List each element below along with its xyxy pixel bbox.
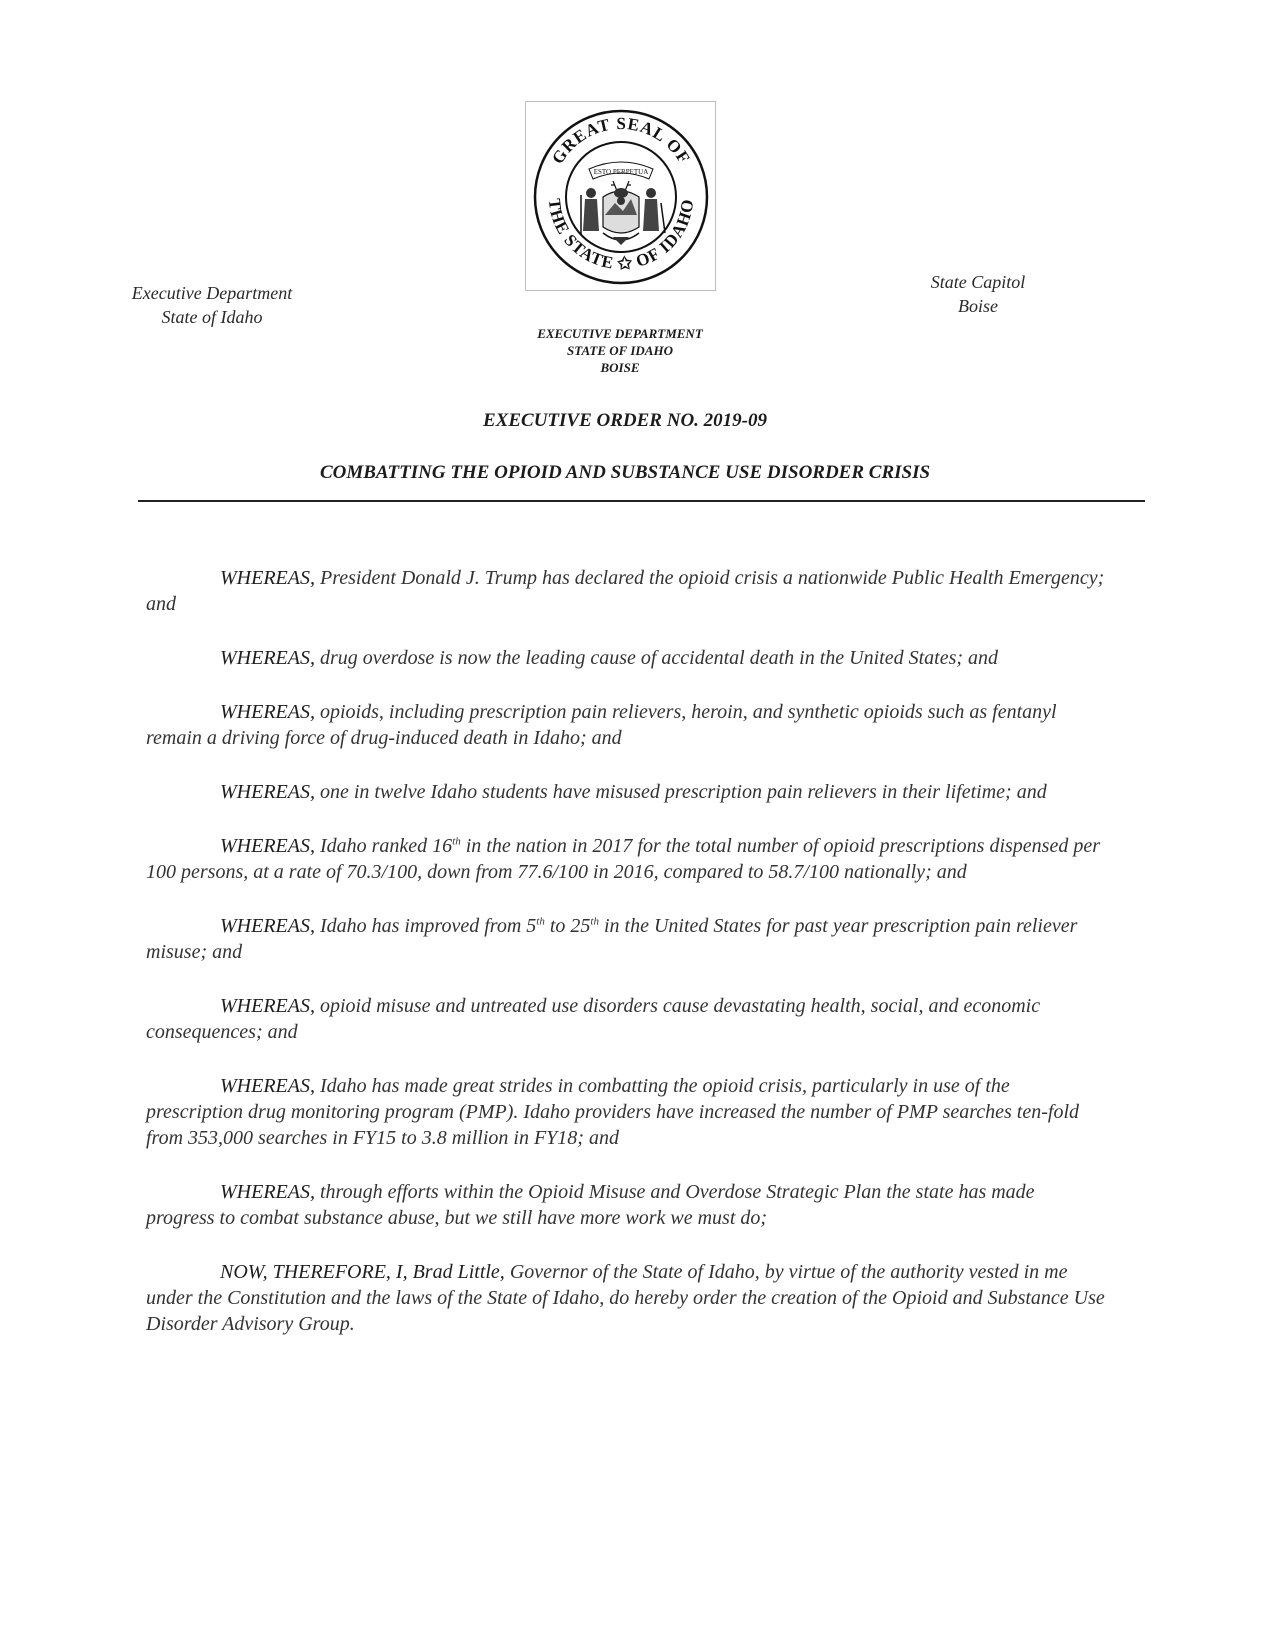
paragraph-lead: WHEREAS, bbox=[220, 1075, 315, 1097]
whereas-paragraph-7 bbox=[146, 993, 1106, 1045]
paragraph-text-a: Idaho has improved from 5 bbox=[314, 915, 537, 937]
paragraph-lead: WHEREAS, bbox=[220, 701, 315, 723]
left-letterhead-line1: Executive Department bbox=[131, 283, 293, 303]
whereas-paragraph-4 bbox=[146, 779, 1106, 805]
whereas-paragraph-5 bbox=[146, 833, 1106, 885]
paragraph-lead: WHEREAS, bbox=[220, 995, 315, 1017]
executive-order-title: COMBATTING THE OPIOID AND SUBSTANCE USE DISORDER CRISIS bbox=[319, 462, 931, 483]
paragraph-text-b: to 25 bbox=[544, 915, 591, 937]
paragraph-text: through efforts within the Opioid Misuse and Overdose Strategic Plan the state has made progress to combat substance abuse, but we still have more work we must do; bbox=[146, 1181, 1035, 1229]
ordinal-suffix: th bbox=[536, 915, 545, 928]
paragraph-text: one in twelve Idaho students have misused prescription pain relievers in their lifetime; and bbox=[314, 781, 1047, 803]
paragraph-text: drug overdose is now the leading cause of accidental death in the United States; and bbox=[314, 647, 999, 669]
paragraph-lead: WHEREAS, bbox=[220, 781, 315, 803]
paragraph-text-b: in the nation in 2017 for the total number of opioid prescriptions dispensed per 100 persons, at a rate of 70.3/100, down from 77.6/100 in 2016, compared to 58.7/100 nationally; and bbox=[146, 835, 1100, 883]
paragraph-text: President Donald J. Trump has declared the opioid crisis a nationwide Public Health Emergency; and bbox=[146, 567, 1105, 615]
center-letterhead bbox=[470, 325, 770, 376]
whereas-paragraph-8 bbox=[146, 1073, 1106, 1151]
state-seal-image bbox=[531, 107, 711, 287]
paragraph-lead: WHEREAS, bbox=[220, 567, 315, 589]
center-letterhead-line2: STATE OF IDAHO bbox=[567, 343, 673, 358]
paragraph-text: opioid misuse and untreated use disorders cause devastating health, social, and economic consequences; and bbox=[146, 995, 1041, 1043]
ordinal-suffix: th bbox=[452, 835, 461, 848]
center-letterhead-line3: BOISE bbox=[600, 360, 640, 375]
svg-text:ESTO PERPETUA: ESTO PERPETUA bbox=[593, 168, 649, 176]
state-seal-frame bbox=[525, 101, 716, 291]
order-paragraph bbox=[146, 1259, 1106, 1337]
svg-text:GREAT SEAL OF: GREAT SEAL OF bbox=[548, 113, 695, 168]
order-body bbox=[146, 565, 1106, 1365]
paragraph-text: Idaho has made great strides in combatting the opioid crisis, particularly in use of the prescription drug monitoring program (PMP). Idaho providers have increased the number of PMP searches ten-fold from 353,000 searches in FY15 to 3.8 million in FY18; and bbox=[146, 1075, 1080, 1149]
left-letterhead bbox=[112, 281, 312, 329]
paragraph-lead: NOW, THEREFORE, I, Brad Little, bbox=[220, 1261, 505, 1283]
paragraph-lead: WHEREAS, bbox=[220, 835, 315, 857]
whereas-paragraph-3 bbox=[146, 699, 1106, 751]
paragraph-text-c: in the United States for past year prescription pain reliever misuse; and bbox=[146, 915, 1078, 963]
whereas-paragraph-6 bbox=[146, 913, 1106, 965]
paragraph-text-a: Idaho ranked 16 bbox=[314, 835, 453, 857]
left-letterhead-line2: State of Idaho bbox=[161, 307, 263, 327]
paragraph-text: opioids, including prescription pain relievers, heroin, and synthetic opioids such as fentanyl remain a driving force of drug-induced death in Idaho; and bbox=[146, 701, 1057, 749]
svg-text:THE STATE ✩ OF IDAHO: THE STATE ✩ OF IDAHO bbox=[544, 197, 698, 274]
paragraph-lead: WHEREAS, bbox=[220, 647, 315, 669]
ordinal-suffix: th bbox=[590, 915, 599, 928]
paragraph-lead: WHEREAS, bbox=[220, 1181, 315, 1203]
right-letterhead-line2: Boise bbox=[958, 296, 998, 316]
right-letterhead-line1: State Capitol bbox=[930, 272, 1026, 292]
whereas-paragraph-1 bbox=[146, 565, 1106, 617]
center-letterhead-line1: EXECUTIVE DEPARTMENT bbox=[537, 326, 703, 341]
whereas-paragraph-9 bbox=[146, 1179, 1106, 1231]
whereas-paragraph-2 bbox=[146, 645, 1106, 671]
executive-order-number: EXECUTIVE ORDER NO. 2019-09 bbox=[483, 410, 767, 431]
title-divider bbox=[138, 500, 1145, 502]
paragraph-lead: WHEREAS, bbox=[220, 915, 315, 937]
paragraph-text: Governor of the State of Idaho, by virtue of the authority vested in me under the Constitution and the laws of the State of Idaho, do hereby order the creation of the Opioid and Substance Use Disorder Advisory Group. bbox=[146, 1261, 1105, 1335]
right-letterhead bbox=[878, 270, 1078, 318]
